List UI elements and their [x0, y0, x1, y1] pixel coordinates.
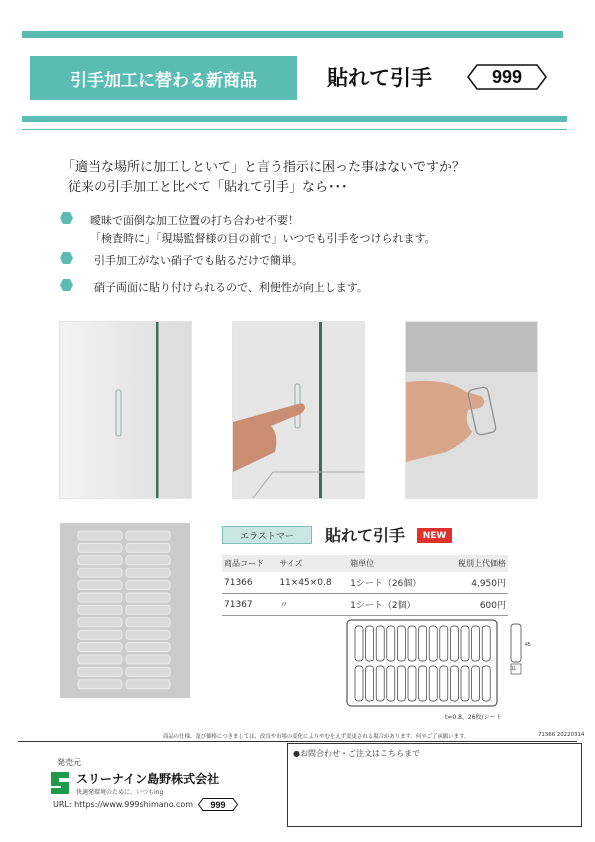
product-name: 貼れて引手 — [325, 526, 406, 545]
company-name: スリーナイン島野株式会社 — [76, 772, 220, 786]
sheet-cell — [126, 593, 170, 602]
cell-unit: 1シート（26個） — [348, 572, 443, 594]
cell-size: 〃 — [277, 594, 348, 616]
company-tagline: 快適発環境のために、いつもing — [76, 789, 164, 796]
sheet-cell — [78, 581, 122, 590]
footer-rule — [18, 741, 577, 742]
feature-2: 引手加工がない硝子でも貼るだけで簡単。 — [94, 254, 303, 267]
table-row — [222, 572, 508, 594]
sheet-cell — [126, 655, 170, 664]
footer-logo-999 — [198, 798, 238, 811]
sheet-cell — [78, 655, 122, 664]
diagram-cell — [429, 626, 437, 661]
company-url[interactable]: URL: https://www.999shimano.com — [53, 800, 194, 809]
diagram-cell — [397, 626, 405, 661]
feature-1-line-2: 「検査時に」「現場監督様の目の前で」いつでも引手をつけられます。 — [90, 232, 436, 245]
sheet-cell — [126, 556, 170, 565]
diagram-cell — [355, 666, 363, 701]
diagram-cell — [472, 666, 480, 701]
contact-label: ●お問合わせ・ご注文はこちらまで — [293, 749, 420, 758]
cell-price: 600円 — [443, 594, 508, 616]
sheet-cell — [78, 556, 122, 565]
diagram-note: t=0.8、26枚/シート — [445, 714, 502, 721]
table-row — [222, 594, 508, 616]
sheet-cell — [126, 568, 170, 577]
sheet-cell — [126, 618, 170, 627]
diagram-cell — [397, 666, 405, 701]
diagram-cell — [408, 626, 416, 661]
photo-handle-in-hand — [405, 321, 538, 499]
sheet-cell — [78, 605, 122, 614]
diagram-cell — [387, 666, 395, 701]
header-thin-line — [22, 129, 567, 130]
new-badge: NEW — [417, 528, 452, 543]
diagram-cell — [461, 626, 469, 661]
diagram-cell — [450, 626, 458, 661]
diagram-cell — [366, 666, 374, 701]
intro-line-2: 従来の引手加工と比べて「貼れて引手」なら･･･ — [68, 180, 348, 195]
contact-box — [287, 743, 582, 827]
col-header-price: 税別上代価格 — [443, 555, 508, 572]
col-header-code: 商品コード — [222, 555, 277, 572]
sheet-cell — [78, 643, 122, 652]
spec-table — [222, 555, 508, 616]
sheet-cell — [126, 605, 170, 614]
sheet-cell — [78, 667, 122, 676]
sheet-diagram — [345, 618, 535, 710]
sheet-cell — [78, 531, 122, 540]
diagram-cell — [482, 666, 490, 701]
doc-code: 71366 20220314 — [538, 732, 585, 738]
sheet-cell — [78, 630, 122, 639]
feature-3: 硝子両面に貼り付けられるので、利便性が向上します。 — [94, 281, 368, 294]
sheet-cell — [78, 543, 122, 552]
diagram-cell — [440, 666, 448, 701]
diagram-cell — [366, 626, 374, 661]
photo-glass-handle — [59, 321, 192, 499]
sheet-cell — [126, 630, 170, 639]
sheet-cell — [78, 618, 122, 627]
material-tag: エラストマー — [222, 526, 312, 544]
diagram-cell — [482, 626, 490, 661]
diagram-cell — [461, 666, 469, 701]
hexagon-bullet-icon — [60, 252, 73, 264]
cell-size: 11×45×0.8 — [277, 572, 348, 594]
diagram-dim-h: 45 — [525, 642, 531, 648]
diagram-cell — [408, 666, 416, 701]
diagram-cell — [376, 626, 384, 661]
hexagon-bullet-icon — [60, 212, 73, 224]
photo-finger-pointing — [232, 321, 365, 499]
diagram-cell — [419, 666, 427, 701]
diagram-cell — [450, 666, 458, 701]
diagram-cell — [419, 626, 427, 661]
sheet-cell — [126, 643, 170, 652]
intro-line-1: 「適当な場所に加工しといて」と言う指示に困った事はないですか？ — [62, 160, 466, 175]
diagram-dim-w: 11 — [511, 666, 517, 672]
brand-logo-999 — [467, 64, 547, 90]
footnote: 商品の仕様、及び価格につきましては、改良や市場の変化によりやむをえず変更される場合があります。何卒ご了承願います。 — [163, 734, 470, 740]
sheet-cell — [78, 680, 122, 689]
diagram-cell — [440, 626, 448, 661]
feature-1-line-1: 曖昧で面倒な加工位置の打ち合わせ不要！ — [90, 214, 299, 227]
hexagon-bullet-icon — [60, 279, 73, 291]
company-logo-icon — [49, 770, 71, 796]
cell-price: 4,950円 — [443, 572, 508, 594]
sheet-cell — [126, 531, 170, 540]
diagram-cell — [472, 626, 480, 661]
header-banner: 引手加工に替わる新商品 — [30, 56, 297, 100]
footer-logo-text: 999 — [210, 800, 226, 810]
sheet-cell — [126, 667, 170, 676]
cell-code: 71366 — [222, 572, 277, 594]
photo-product-sheet — [60, 523, 190, 698]
top-bar — [22, 31, 563, 38]
sheet-cell — [126, 543, 170, 552]
publisher-label: 発売元 — [57, 758, 81, 767]
diagram-cell — [355, 626, 363, 661]
diagram-cell — [429, 666, 437, 701]
sheet-cell — [126, 581, 170, 590]
sheet-cell — [126, 680, 170, 689]
diagram-cell — [376, 666, 384, 701]
brand-logo-text: 999 — [491, 67, 523, 87]
col-header-size: サイズ — [277, 555, 348, 572]
header-bottom-bar — [22, 116, 567, 122]
sheet-cell — [78, 593, 122, 602]
cell-unit: 1シート（2個） — [348, 594, 443, 616]
cell-code: 71367 — [222, 594, 277, 616]
sheet-cell — [78, 568, 122, 577]
col-header-unit: 箱単位 — [348, 555, 443, 572]
diagram-cell — [387, 626, 395, 661]
header-title: 貼れて引手 — [327, 66, 432, 90]
